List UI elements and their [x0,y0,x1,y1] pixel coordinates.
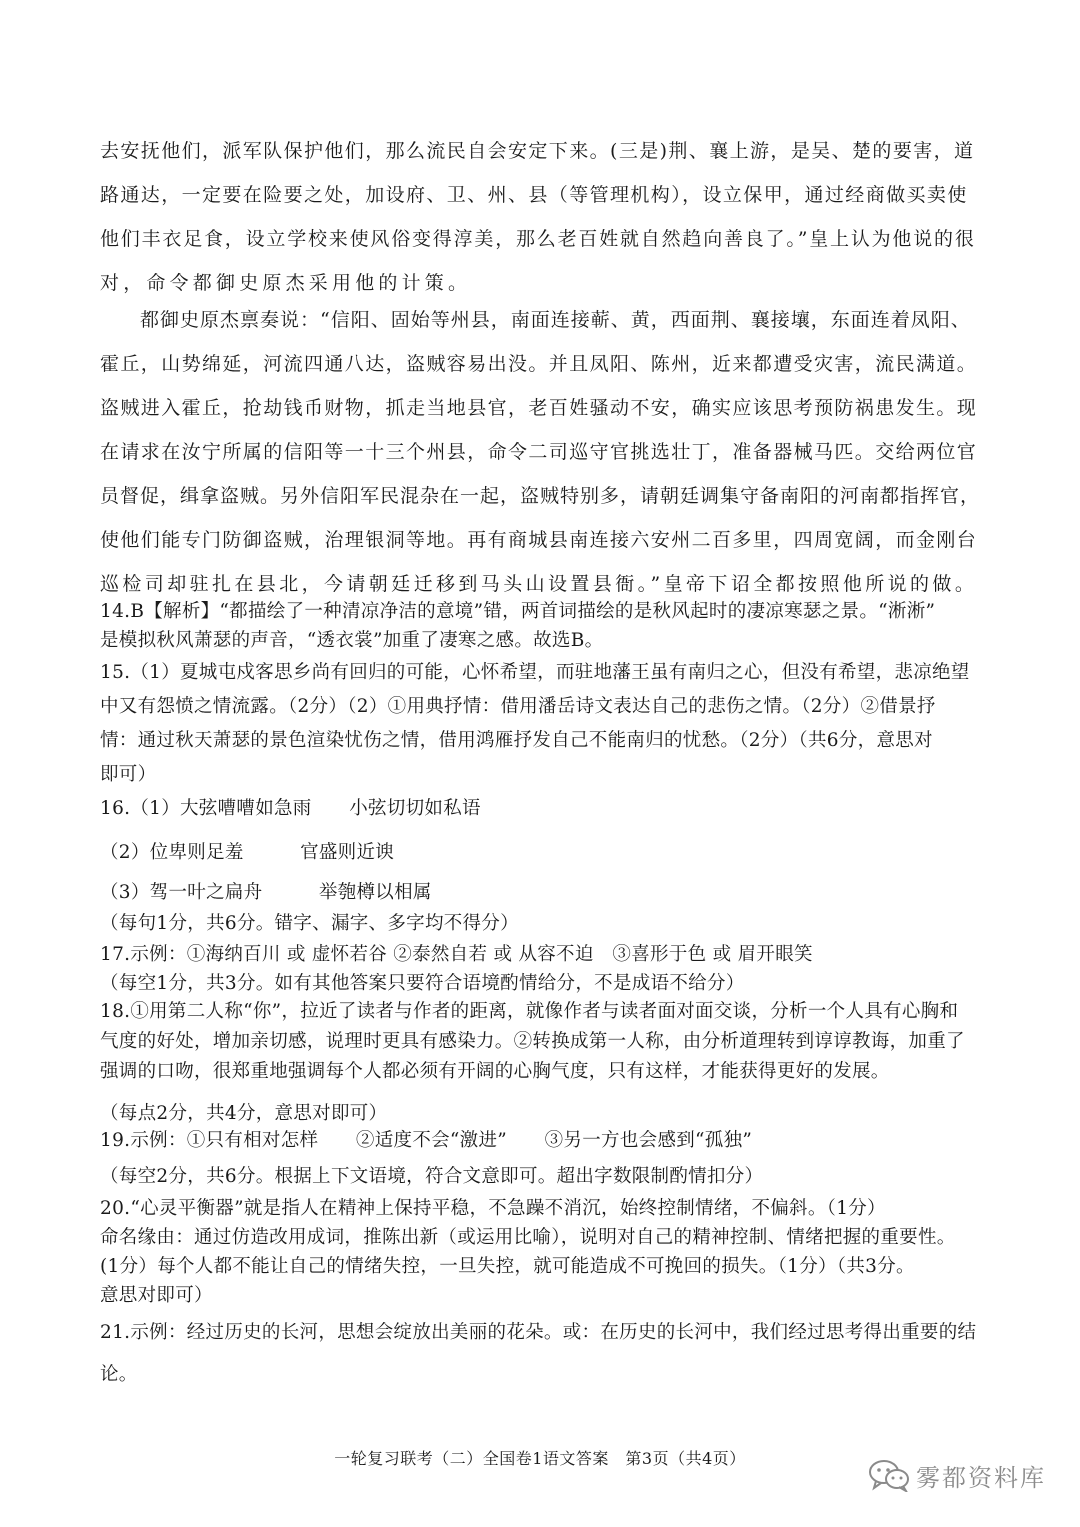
text-line: (1分）每个人都不能让自己的情绪失控，一旦失控，就可能造成不可挽回的损失。（1分）（共3分。 [100,1256,915,1277]
text-line: 盗贼进入霍丘，抢劫钱币财物，抓走当地县官，老百姓骚动不安，确实应该思考预防祸患发生。现 [100,397,978,419]
text-line: 20.“心灵平衡器”就是指人在精神上保持平稳，不急躁不消沉，始终控制情绪，不偏斜。（1分） [100,1198,886,1219]
answer-14 [100,597,980,655]
text-line: 命名缘由：通过仿造改用成词，推陈出新（或运用比喻），说明对自己的精神控制、情绪把握的重要性。 [100,1227,956,1248]
text-line: 18.①用第二人称“你”，拉近了读者与作者的距离，就像作者与读者面对面交谈，分析一个人具有心胸和 [100,1001,959,1022]
text-line: 情：通过秋天萧瑟的景色渲染忧伤之情，借用鸿雁抒发自己不能南归的忧愁。（2分）（共6分，意思对 [100,730,933,751]
answer-15 [100,656,980,792]
answer-16 [100,792,980,938]
text-line: （3）驾一叶之扁舟 举匏樽以相属 [100,882,432,903]
text-line: 使他们能专门防御盗贼，治理银洞等地。再有商城县南连接六安州二百多里，四周宽阔，而金刚台 [100,529,978,551]
text-line: 中又有怨愤之情流露。（2分）（2）①用典抒情：借用潘岳诗文表达自己的悲伤之情。（2分）②借景抒 [100,696,936,717]
text-line: 17.示例：①海纳百川 或 虚怀若谷 ②泰然自若 或 从容不迫 ③喜形于色 或 眉开眼笑 [100,944,813,965]
text-line: （每空2分，共6分。根据上下文语境，符合文意即可。超出字数限制酌情扣分） [100,1166,764,1187]
passage-paragraph-2 [100,298,980,606]
text-line: 15.（1）夏城屯戍客思乡尚有回归的可能，心怀希望，而驻地藩王虽有南归之心，但没有希望，悲凉绝望 [100,662,970,683]
text-line: 19.示例：①只有相对怎样 ②适度不会“激进” ③另一方也会感到“孤独” [100,1130,753,1151]
text-line: 气度的好处，增加亲切感，说理时更具有感染力。②转换成第一人称，由分析道理转到谆谆教诲，加重了 [100,1031,965,1052]
wechat-icon [868,1458,910,1492]
passage-paragraph-1 [100,129,980,305]
text-line: （每句1分，共6分。错字、漏字、多字均不得分） [100,913,519,934]
text-line: 21.示例：经过历史的长河，思想会绽放出美丽的花朵。或：在历史的长河中，我们经过思考得出重要的结 [100,1322,977,1343]
text-line: 论。 [100,1364,138,1385]
text-line: 意思对即可） [100,1285,213,1306]
text-line: 在请求在汝宁所属的信阳等一十三个州县，命令二司巡守官挑选壮丁，准备器械马匹。交给两位官 [100,441,978,463]
text-line: 是模拟秋风萧瑟的声音，“透衣裳”加重了凄寒之感。故选B。 [100,630,604,651]
text-line: 他们丰衣足食，设立学校来使风俗变得淳美，那么老百姓就自然趋向善良了。”皇上认为他说的很 [100,228,976,250]
text-line: 去安抚他们，派军队保护他们，那么流民自会安定下来。(三是)荆、襄上游，是吴、楚的要害，道 [100,140,975,162]
text-line: 都御史原杰禀奏说：“信阳、固始等州县，南面连接蕲、黄，西面荆、襄接壤，东面连着凤阳、 [100,309,971,331]
watermark [868,1455,1046,1495]
text-line: 员督促，缉拿盗贼。另外信阳军民混杂在一起，盗贼特别多，请朝廷调集守备南阳的河南都指挥官， [100,485,981,507]
text-line: 对，命令都御史原杰采用他的计策。 [100,272,472,294]
text-line: 即可） [100,764,157,785]
answer-21 [100,1316,980,1392]
text-line: 16.（1）大弦嘈嘈如急雨 小弦切切如私语 [100,798,481,819]
answer-19 [100,1124,980,1194]
text-line: （每空1分，共3分。如有其他答案只要符合语境酌情给分，不是成语不给分） [100,973,745,994]
text-line: 巡检司却驻扎在县北，今请朝廷迁移到马头山设置县衙。”皇帝下诏全都按照他所说的做。 [100,573,978,595]
page-footer: 一轮复习联考（二）全国卷1语文答案 第3页（共4页） [334,1449,746,1468]
text-line: （每点2分，共4分，意思对即可） [100,1103,388,1124]
text-line: （2）位卑则足羞 官盛则近谀 [100,842,395,863]
text-line: 路通达，一定要在险要之处，加设府、卫、州、县（等管理机构），设立保甲，通过经商做买卖使 [100,184,968,206]
text-line: 霍丘，山势绵延，河流四通八达，盗贼容易出没。并且凤阳、陈州，近来都遭受灾害，流民满道。 [100,353,978,375]
text-line: 强调的口吻，很郑重地强调每个人都必须有开阔的心胸气度，只有这样，才能获得更好的发展。 [100,1061,890,1082]
answer-18 [100,997,980,1131]
watermark-text: 雾都资料库 [916,1463,1046,1492]
answer-17 [100,940,980,998]
text-line: 14.B【解析】“都描绘了一种清凉净洁的意境”错，两首词描绘的是秋风起时的凄凉寒瑟之景。“淅淅” [100,601,936,622]
answer-20 [100,1194,980,1310]
